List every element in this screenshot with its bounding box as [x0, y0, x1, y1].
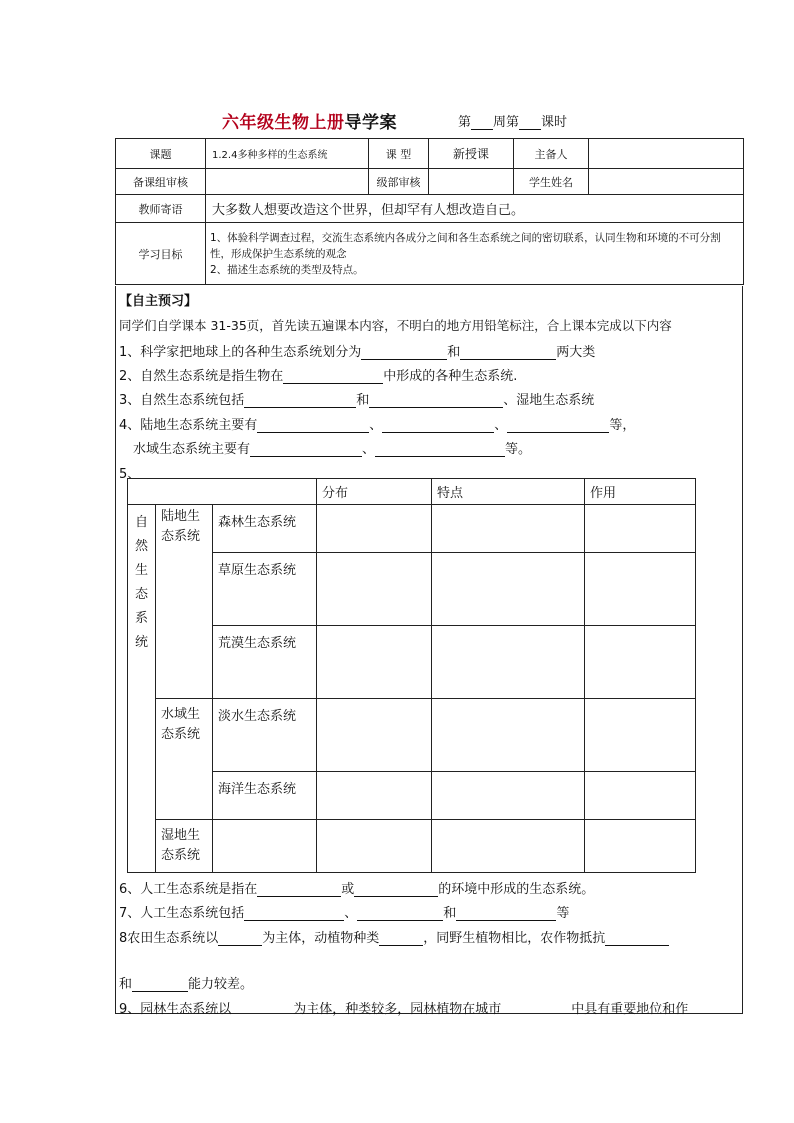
wetland-distribution-cell[interactable] — [317, 820, 432, 873]
q8-text-b: 为主体，动植物种类 — [262, 931, 380, 946]
q8-blank-4[interactable] — [132, 977, 188, 992]
q6-text-c: 的环境中形成的生态系统。 — [438, 882, 595, 897]
q7-blank-1[interactable] — [244, 906, 344, 921]
natural-ecosystem-label — [128, 505, 156, 873]
q4-blank-4[interactable] — [250, 442, 362, 457]
q4-blank-2[interactable] — [382, 418, 494, 433]
q1-blank-1[interactable] — [361, 345, 447, 360]
ocean-ecosystem-label: 海洋生态系统 — [213, 772, 317, 820]
q6-blank-1[interactable] — [257, 882, 341, 897]
q2-blank-1[interactable] — [283, 369, 383, 384]
group-review-value[interactable] — [206, 169, 369, 195]
lesson-type-value: 新授课 — [429, 139, 514, 169]
question-2 — [119, 365, 517, 384]
question-8 — [119, 927, 669, 946]
freshwater-function-cell[interactable] — [585, 699, 696, 772]
title-grade: 六年级 — [222, 113, 275, 133]
student-name-label: 学生姓名 — [514, 169, 589, 195]
learning-goals-value: 1、体验科学调查过程，交流生态系统内各成分之间和各生态系统之间的密切联系，认同生物和环境的不可分割性，形成保护生态系统的观念 2、描述生态系统的类型及特点。 — [206, 223, 744, 285]
lesson-type-label: 课 型 — [369, 139, 429, 169]
week-lesson-line — [458, 111, 567, 130]
question-1 — [119, 341, 595, 360]
question-6 — [119, 878, 594, 897]
grassland-function-cell[interactable] — [585, 553, 696, 626]
q2-text-b: 中形成的各种生态系统. — [383, 369, 518, 384]
wetland-name-cell[interactable] — [213, 820, 317, 873]
q1-text-c: 两大类 — [556, 345, 596, 360]
teacher-message-value: 大多数人想要改造这个世界，但却罕有人想改造自己。 — [206, 195, 744, 223]
grassland-ecosystem-label: 草原生态系统 — [213, 553, 317, 626]
learning-goals-label: 学习目标 — [116, 223, 206, 285]
q7-text-b: 、 — [344, 906, 358, 921]
q4-text-d: 等。 — [505, 442, 532, 457]
q8-text-a: 8农田生态系统以 — [119, 931, 219, 946]
topic-label: 课题 — [116, 139, 206, 169]
preview-intro: 同学们自学课本 31-35页，首先读五遍课本内容，不明白的地方用铅笔标注，合上课本完成以下内容 — [119, 318, 672, 333]
q6-blank-2[interactable] — [354, 882, 438, 897]
topic-value: 1.2.4多种多样的生态系统 — [206, 139, 369, 169]
desert-ecosystem-label: 荒漠生态系统 — [213, 626, 317, 699]
question-5: 5、 — [119, 467, 141, 482]
question-4 — [119, 414, 635, 433]
q8-blank-3[interactable] — [605, 931, 669, 946]
q7-text-d: 等 — [556, 906, 570, 921]
preparer-value[interactable] — [589, 139, 744, 169]
q1-blank-2[interactable] — [460, 345, 556, 360]
q8-text-d: 和 — [119, 977, 133, 992]
preparer-label: 主备人 — [514, 139, 589, 169]
q3-text-a: 3、自然生态系统包括 — [119, 393, 245, 408]
question-8-cont — [119, 973, 253, 992]
forest-distribution-cell[interactable] — [317, 505, 432, 553]
q4-blank-3[interactable] — [507, 418, 609, 433]
q6-text-b: 或 — [341, 882, 355, 897]
q9-text-a: 9、园林生态系统以 — [119, 1002, 232, 1017]
week-label: 周第 — [493, 115, 520, 130]
ocean-features-cell[interactable] — [432, 772, 585, 820]
q4-text-b: 等， — [609, 418, 636, 433]
q4-sep-2: 、 — [494, 418, 508, 433]
grassland-distribution-cell[interactable] — [317, 553, 432, 626]
wetland-features-cell[interactable] — [432, 820, 585, 873]
title-doc-type: 导学案 — [344, 113, 397, 133]
forest-features-cell[interactable] — [432, 505, 585, 553]
freshwater-features-cell[interactable] — [432, 699, 585, 772]
grade-review-label: 级部审核 — [369, 169, 429, 195]
land-ecosystem-label: 陆地生态系统 — [156, 505, 213, 699]
student-name-value[interactable] — [589, 169, 744, 195]
q3-text-b: 和 — [356, 393, 370, 408]
header-table — [115, 138, 744, 285]
ecosystem-table — [127, 478, 696, 873]
group-review-label: 备课组审核 — [116, 169, 206, 195]
q1-text-b: 和 — [447, 345, 461, 360]
q3-blank-2[interactable] — [369, 393, 503, 408]
natural-ecosystem-text: 自然生态系统 — [134, 515, 148, 650]
question-9 — [119, 998, 688, 1017]
desert-features-cell[interactable] — [432, 626, 585, 699]
q2-text-a: 2、自然生态系统是指生物在 — [119, 369, 284, 384]
lesson-label: 课时 — [541, 115, 568, 130]
q8-text-c: ，同野生植物相比，农作物抵抗 — [423, 931, 606, 946]
grassland-features-cell[interactable] — [432, 553, 585, 626]
q8-blank-2[interactable] — [379, 931, 423, 946]
q1-text-a: 1、科学家把地球上的各种生态系统划分为 — [119, 345, 362, 360]
title-subject: 生物上册 — [274, 113, 345, 133]
lesson-number-blank[interactable] — [519, 115, 541, 130]
wetland-ecosystem-label: 湿地生态系统 — [156, 820, 213, 873]
q6-text-a: 6、人工生态系统是指在 — [119, 882, 258, 897]
q4-blank-5[interactable] — [375, 442, 505, 457]
header-features: 特点 — [432, 479, 585, 505]
ocean-function-cell[interactable] — [585, 772, 696, 820]
forest-ecosystem-label: 森林生态系统 — [213, 505, 317, 553]
question-4-water — [133, 438, 531, 457]
q9-text-b: 为主体，种类较多，园林植物在城市 — [293, 1002, 502, 1017]
q7-text-a: 7、人工生态系统包括 — [119, 906, 245, 921]
preview-heading: 【自主预习】 — [119, 294, 198, 309]
header-function: 作用 — [585, 479, 696, 505]
table-corner — [128, 479, 317, 505]
question-3 — [119, 389, 594, 408]
title-row — [0, 108, 794, 132]
q4-blank-1[interactable] — [257, 418, 369, 433]
week-prefix: 第 — [458, 115, 472, 130]
ocean-distribution-cell[interactable] — [317, 772, 432, 820]
teacher-message-label: 教师寄语 — [116, 195, 206, 223]
freshwater-ecosystem-label: 淡水生态系统 — [213, 699, 317, 772]
q7-text-c: 和 — [443, 906, 457, 921]
q9-text-c: 中具有重要地位和作 — [571, 1002, 689, 1017]
q8-text-e: 能力较差。 — [188, 977, 254, 992]
header-distribution: 分布 — [317, 479, 432, 505]
q3-blank-1[interactable] — [244, 393, 356, 408]
forest-function-cell[interactable] — [585, 505, 696, 553]
week-number-blank[interactable] — [471, 115, 493, 130]
grade-review-value[interactable] — [429, 169, 514, 195]
wetland-function-cell[interactable] — [585, 820, 696, 873]
q4-sep-3: 、 — [362, 442, 376, 457]
q7-blank-3[interactable] — [456, 906, 556, 921]
q4-text-c: 水域生态系统主要有 — [133, 442, 251, 457]
freshwater-distribution-cell[interactable] — [317, 699, 432, 772]
q4-sep-1: 、 — [369, 418, 383, 433]
q3-text-c: 、湿地生态系统 — [503, 393, 595, 408]
desert-distribution-cell[interactable] — [317, 626, 432, 699]
q8-blank-1[interactable] — [218, 931, 262, 946]
q7-blank-2[interactable] — [357, 906, 443, 921]
q4-text-a: 4、陆地生态系统主要有 — [119, 418, 258, 433]
water-ecosystem-label: 水域生态系统 — [156, 699, 213, 820]
desert-function-cell[interactable] — [585, 626, 696, 699]
page-title — [222, 108, 397, 133]
question-7 — [119, 902, 569, 921]
